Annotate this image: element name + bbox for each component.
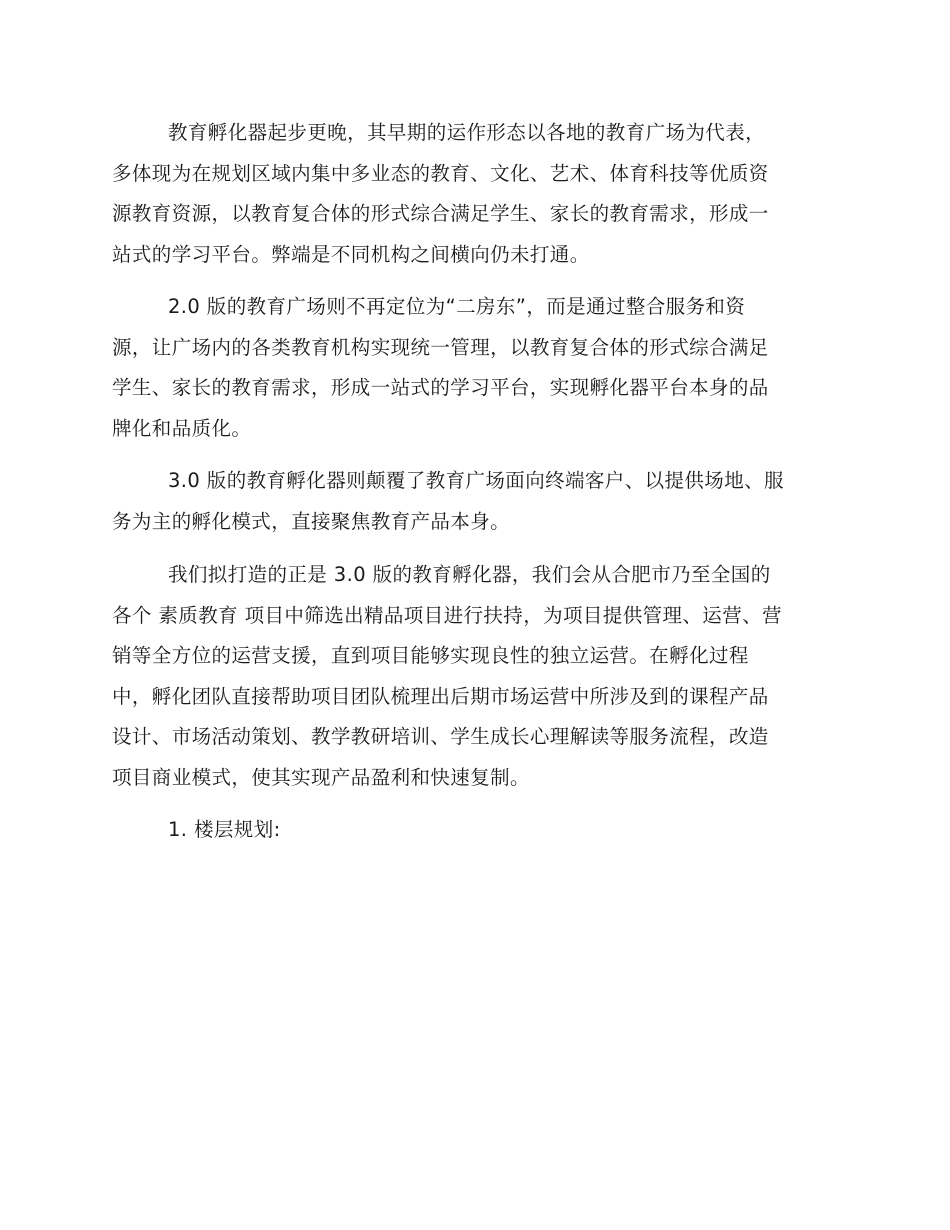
text-line: 2.0 版的教育广场则不再定位为“二房东”，而是通过整合服务和资: [168, 295, 746, 318]
text-line: 3.0 版的教育孵化器则颠覆了教育广场面向终端客户、以提供场地、服: [168, 469, 784, 492]
text-line: 中，孵化团队直接帮助项目团队梳理出后期市场运营中所涉及到的课程产品: [112, 684, 769, 708]
section-heading-floor-planning: [112, 810, 812, 851]
text-line: 销等全方位的运营支援，直到项目能够实现良性的独立运营。在孵化过程: [112, 644, 749, 667]
text-line: 学生、家长的教育需求，形成一站式的学习平台，实现孵化器平台本身的品: [112, 376, 769, 399]
text-line: 源教育资源，以教育复合体的形式综合满足学生、家长的教育需求，形成一: [112, 202, 769, 225]
heading-text: 1. 楼层规划:: [168, 818, 281, 841]
text-line: 多体现为在规划区域内集中多业态的教育、文化、艺术、体育科技等优质资: [112, 161, 769, 185]
paragraph-version-2: [112, 287, 812, 449]
paragraph-our-plan: [112, 555, 812, 798]
text-line: 站式的学习平台。弊端是不同机构之间横向仍未打通。: [112, 242, 590, 266]
text-line: 设计、市场活动策划、教学教研培训、学生成长心理解读等服务流程，改造: [112, 725, 769, 748]
text-line: 项目商业模式，使其实现产品盈利和快速复制。: [112, 765, 530, 789]
text-line: 源，让广场内的各类教育机构实现统一管理，以教育复合体的形式综合满足: [112, 335, 769, 359]
text-line: 教育孵化器起步更晚，其早期的运作形态以各地的教育广场为代表，: [168, 121, 766, 144]
text-line: 牌化和品质化。: [112, 416, 252, 440]
paragraph-version-3: [112, 461, 812, 542]
text-line: 务为主的孵化模式，直接聚焦教育产品本身。: [112, 509, 511, 533]
text-line: 我们拟打造的正是 3.0 版的教育孵化器，我们会从合肥市乃至全国的: [168, 563, 771, 586]
paragraph-incubator-origin: [112, 113, 812, 275]
text-line: 各个 素质教育 项目中筛选出精品项目进行扶持，为项目提供管理、运营、营: [112, 603, 782, 627]
